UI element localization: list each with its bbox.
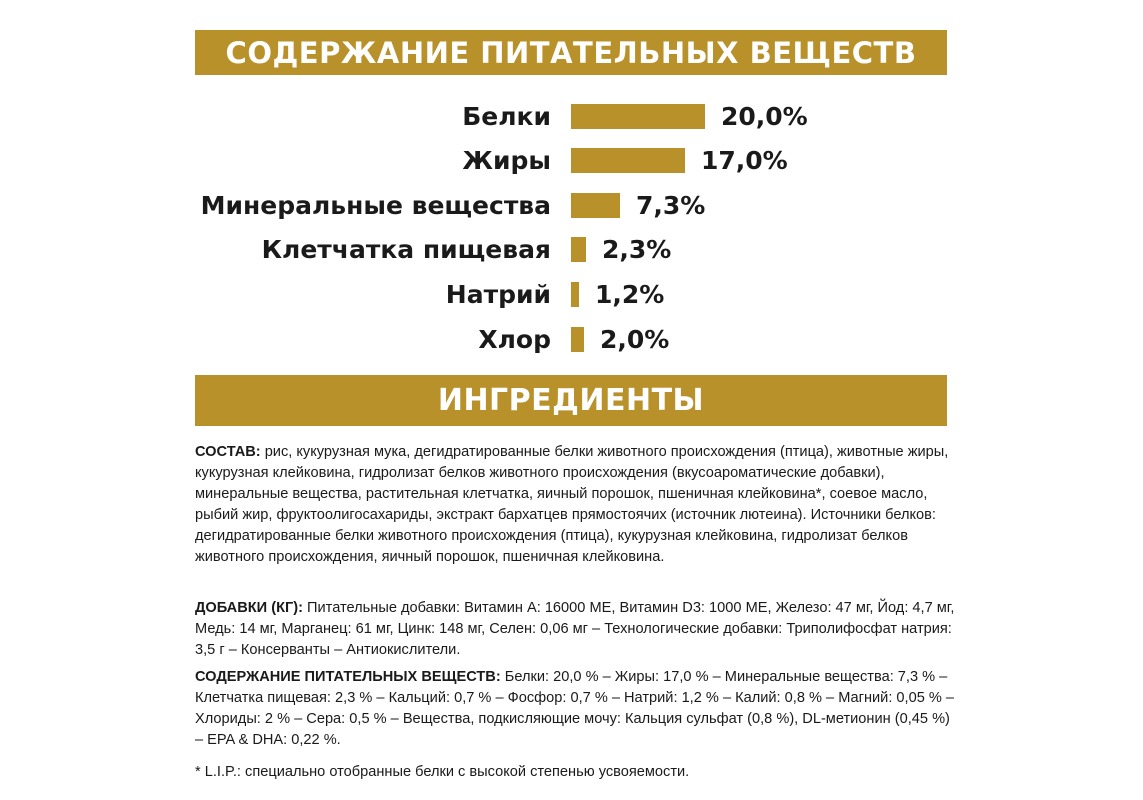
nutrient-row-fiber [0,231,1143,269]
additives-text: Питательные добавки: Витамин А: 16000 МЕ, Витамин D3: 1000 МЕ, Железо: 47 мг, Йод: 4,7 мг, Медь: 14 мг, Марганец: 61 мг, Цинк: 148 мг, Селен: 0,06 мг – Технологические добавки: Триполифосфат натрия: 3,5 г – Консерванты – Антиокислители. [195,600,955,658]
additives-paragraph [195,598,955,661]
composition-label: СОСТАВ: [195,444,261,460]
nutrient-value: 1,2% [595,280,665,309]
nutrient-content-paragraph [195,667,955,751]
nutrient-value: 20,0% [721,102,808,131]
nutrient-value: 17,0% [701,146,788,175]
footnote-text: * L.I.P.: специально отобранные белки с высокой степенью усвояемости. [195,764,690,780]
ingredients-heading-text: ИНГРЕДИЕНТЫ [437,383,705,418]
nutrient-bar [571,282,579,307]
nutrients-heading [195,30,947,75]
nutrient-value: 7,3% [636,191,706,220]
nutrient-bar [571,148,685,173]
nutrient-bar [571,193,620,218]
nutrient-bar [571,237,586,262]
nutrient-label: Клетчатка пищевая [261,235,551,264]
nutrient-row-minerals [0,187,1143,225]
ingredients-heading [195,375,947,426]
nutrient-label: Белки [462,102,551,131]
footnote [195,762,955,783]
nutrient-label: Жиры [462,146,551,175]
nutrient-content-text: Белки: 20,0 % – Жиры: 17,0 % – Минеральные вещества: 7,3 % – Клетчатка пищевая: 2,3 % – Кальций: 0,7 % – Фосфор: 0,7 % – Натрий: 1,2 % – Калий: 0,8 % – Магний: 0,05 % – Хлориды: 2 % – Сера: 0,5 % – Вещества, подкисляющие мочу: Кальция сульфат (0,8 %), DL-метионин (0,45 %) – EPA & DHA: 0,22 %. [195,669,955,748]
nutrient-bar [571,104,705,129]
nutrient-content-label: СОДЕРЖАНИЕ ПИТАТЕЛЬНЫХ ВЕЩЕСТВ: [195,669,501,685]
composition-paragraph [195,442,955,568]
nutrient-row-protein [0,98,1143,136]
additives-label: ДОБАВКИ (КГ): [195,600,303,616]
nutrient-value: 2,0% [600,325,670,354]
nutrient-row-chlorine [0,321,1143,359]
nutrient-label: Хлор [478,325,551,354]
nutrient-bar [571,327,584,352]
nutrient-label: Минеральные вещества [200,191,551,220]
nutrient-value: 2,3% [602,235,672,264]
nutrients-heading-text: СОДЕРЖАНИЕ ПИТАТЕЛЬНЫХ ВЕЩЕСТВ [225,35,917,70]
nutrient-label: Натрий [445,280,551,309]
nutrient-row-fat [0,142,1143,180]
nutrient-row-sodium [0,276,1143,314]
composition-text: рис, кукурузная мука, дегидратированные белки животного происхождения (птица), животные жиры, кукурузная клейковина, гидролизат белков животного происхождения (вкусоароматические добавки), минеральные вещества, растительная клетчатка, яичный порошок, пшеничная клейковина*, соевое масло, рыбий жир, фруктоолигосахариды, экстракт бархатцев прямостоячих (источник лютеина). Источники белков: дегидратированные белки животного происхождения (птица), кукурузная клейковина, гидролизат белков животного происхождения, яичный порошок, пшеничная клейковина. [195,444,949,565]
